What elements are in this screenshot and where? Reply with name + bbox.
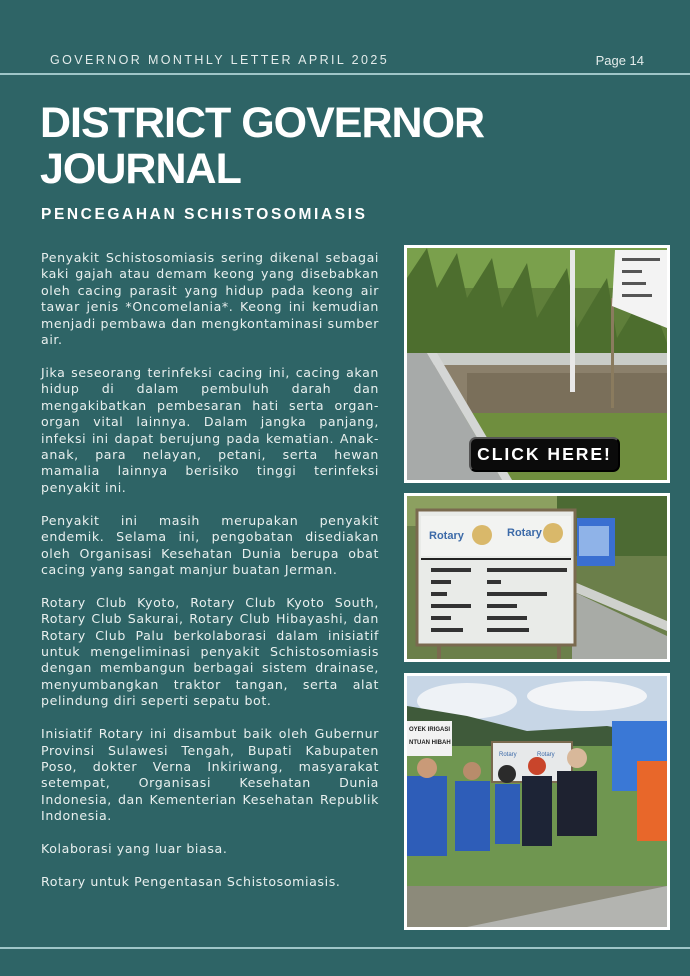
- photo-rotary-signboard[interactable]: [404, 493, 670, 662]
- signboard-image: [407, 496, 667, 659]
- article-subtitle: PENCEGAHAN SCHISTOSOMIASIS: [41, 206, 368, 223]
- signboard-rotary-label-2: Rotary: [507, 527, 542, 539]
- paragraph-3: Penyakit ini masih merupakan penyakit endemik. Selama ini, pengobatan disediakan oleh Organisasi Kesehatan Dunia berupa obat cacing yang sangat manjur buatan Jerman.: [41, 512, 379, 577]
- paragraph-2: Jika seseorang terinfeksi cacing ini, cacing akan hidup di dalam pembuluh darah dan mengakibatkan pembesaran hati serta organ-organ vital lainnya. Dalam jangka panjang, infeksi ini dapat berujung pada kematian. Anak-anak, para nelayan, petani, serta hewan mamalia lainnya berisiko tinggi terinfeksi penyakit ini.: [41, 364, 379, 495]
- paragraph-6: Kolaborasi yang luar biasa.: [41, 841, 228, 857]
- rotary-members-image: [407, 676, 667, 927]
- rotary-wheel-icon: [543, 523, 563, 543]
- footer-divider: [0, 947, 690, 949]
- header-publication: GOVERNOR MONTHLY LETTER APRIL 2025: [50, 53, 390, 67]
- irrigation-sign-line-1: OYEK IRIGASI: [409, 727, 451, 733]
- paragraph-5: Inisiatif Rotary ini disambut baik oleh Gubernur Provinsi Sulawesi Tengah, Bupati Kabupaten Poso, dokter Verna Inkiriwang, masyarakat setempat, Organisasi Kesehatan Dunia Indonesia, dan Kementerian Kesehatan Republik Indonesia.: [41, 726, 379, 824]
- rotary-wheel-icon: [472, 525, 492, 545]
- paragraph-7: Rotary untuk Pengentasan Schistosomiasis.: [41, 874, 341, 889]
- click-here-button[interactable]: CLICK HERE!: [469, 437, 620, 472]
- page-title: [40, 100, 484, 192]
- header-divider: [0, 73, 690, 75]
- paragraph-1: Penyakit Schistosomiasis sering dikenal sebagai kaki gajah atau demam keong yang disebabkan oleh cacing parasit yang hidup pada keong air tawar jenis *Oncomelania*. Keong ini kemudian menjadi pembawa dan mengkontaminasi sumber air.: [41, 250, 379, 348]
- title-line-2: JOURNAL: [40, 145, 241, 193]
- paragraph-4: Rotary Club Kyoto, Rotary Club Kyoto South, Rotary Club Sakurai, Rotary Club Hibayashi, dan Rotary Club Palu berkolaborasi dalam inisiatif untuk mengeliminasi penyakit Schistosomiasis dengan membangun berbagai sistem drainase, menyumbangkan traktor tangan, serta alat pelindung diri seperti sepatu bot.: [41, 594, 379, 709]
- photo-rotary-members[interactable]: [404, 673, 670, 930]
- group-sign-rotary-2: Rotary: [537, 752, 555, 758]
- group-sign-rotary-1: Rotary: [499, 752, 517, 758]
- signboard-rotary-label-1: Rotary: [429, 530, 464, 542]
- irrigation-sign-line-2: NTUAN HIBAH: [409, 740, 451, 746]
- page-number: Page 14: [595, 53, 644, 68]
- title-line-1: DISTRICT GOVERNOR: [40, 99, 485, 147]
- article-body: [41, 250, 379, 890]
